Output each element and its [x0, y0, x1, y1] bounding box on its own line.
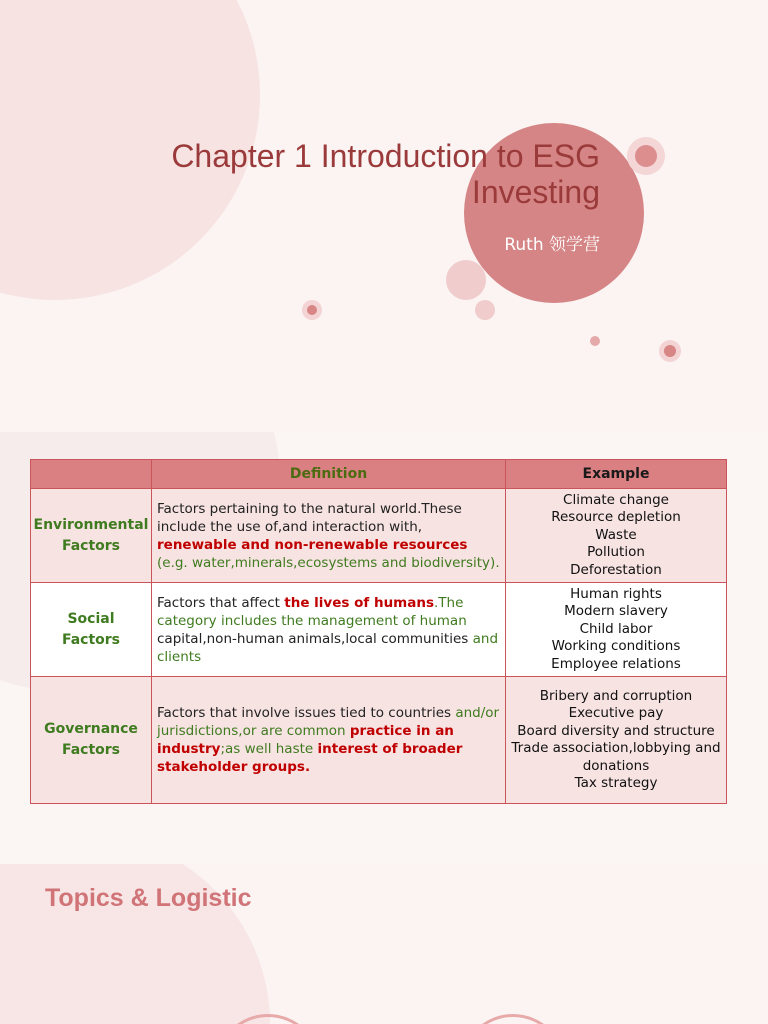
factor-examples — [506, 489, 727, 583]
definition-segment: Factors that involve issues tied to countries — [157, 705, 456, 721]
definition-segment: ;as well haste — [220, 741, 318, 757]
factor-label — [31, 677, 152, 804]
definition-segment: .The category includes the management of human — [157, 594, 467, 629]
decor-dot — [590, 336, 600, 346]
definition-segment: and clients — [157, 630, 499, 665]
factor-examples — [506, 583, 727, 677]
factor-label-line: Factors — [61, 631, 121, 648]
factor-label — [31, 583, 152, 677]
example-item: Bribery and corruption — [539, 687, 693, 704]
table-row — [31, 489, 727, 583]
example-item: Tax strategy — [574, 775, 658, 791]
decor-dot — [475, 300, 495, 320]
definition-segment: interest of broader stakeholder groups. — [157, 741, 463, 775]
slide-subtitle: Ruth 领学营 — [504, 235, 600, 255]
definition-segment: Factors pertaining to the natural world.These include the use of,and interaction with, — [157, 500, 462, 535]
definition-segment: practice in an industry — [157, 723, 454, 757]
example-item: Child labor — [579, 620, 653, 637]
factor-definition — [152, 583, 506, 677]
example-item: Employee relations — [551, 655, 681, 672]
decor-dot — [302, 300, 322, 320]
example-item: Modern slavery — [564, 603, 668, 620]
factor-examples — [506, 677, 727, 804]
factor-label-line: Factors — [61, 537, 121, 554]
header-example: Example — [506, 460, 727, 489]
table-header-row — [31, 460, 727, 489]
definition-segment: renewable and non-renewable resources — [157, 536, 468, 553]
topics-heading: Topics & Logistic — [45, 884, 252, 912]
decor-dot — [446, 260, 486, 300]
header-definition: Definition — [152, 460, 506, 489]
factor-label-line: Social — [67, 610, 115, 627]
factor-definition — [152, 677, 506, 804]
example-item: Pollution — [587, 544, 645, 561]
decor-dot — [627, 137, 665, 175]
title-slide — [0, 0, 768, 432]
example-item: Executive pay — [568, 705, 664, 721]
esg-factors-table — [30, 459, 727, 804]
example-item: Human rights — [570, 585, 662, 602]
decor-circle — [460, 1014, 566, 1024]
example-item: Working conditions — [551, 638, 681, 655]
decor-dot — [659, 340, 681, 362]
definition-segment: capital,non-human animals,local communities — [157, 630, 473, 647]
definition-segment: and/or jurisdictions,or are common — [157, 705, 500, 739]
definition-segment: Factors that affect — [157, 594, 285, 611]
table-row — [31, 583, 727, 677]
topics-slide — [0, 864, 768, 1024]
table-row — [31, 677, 727, 804]
example-item: Trade association,lobbying and donations — [511, 740, 721, 774]
example-item: Waste — [595, 526, 637, 543]
header-empty — [31, 460, 152, 489]
example-item: Resource depletion — [551, 509, 681, 526]
example-item: Climate change — [563, 491, 669, 508]
example-item: Deforestation — [570, 561, 662, 578]
definition-segment: (e.g. water,minerals,ecosystems and biodiversity). — [157, 554, 500, 571]
slide-title: Chapter 1 Introduction to ESG Investing — [171, 138, 600, 210]
factor-label — [31, 489, 152, 583]
factor-definition — [152, 489, 506, 583]
definition-segment: the lives of humans — [284, 594, 435, 611]
factor-label-line: Governance — [44, 721, 138, 737]
example-item: Board diversity and structure — [517, 722, 715, 739]
factor-label-line: Factors — [61, 742, 121, 758]
esg-table-slide — [0, 432, 768, 864]
factor-label-line: Environmental — [33, 516, 149, 533]
